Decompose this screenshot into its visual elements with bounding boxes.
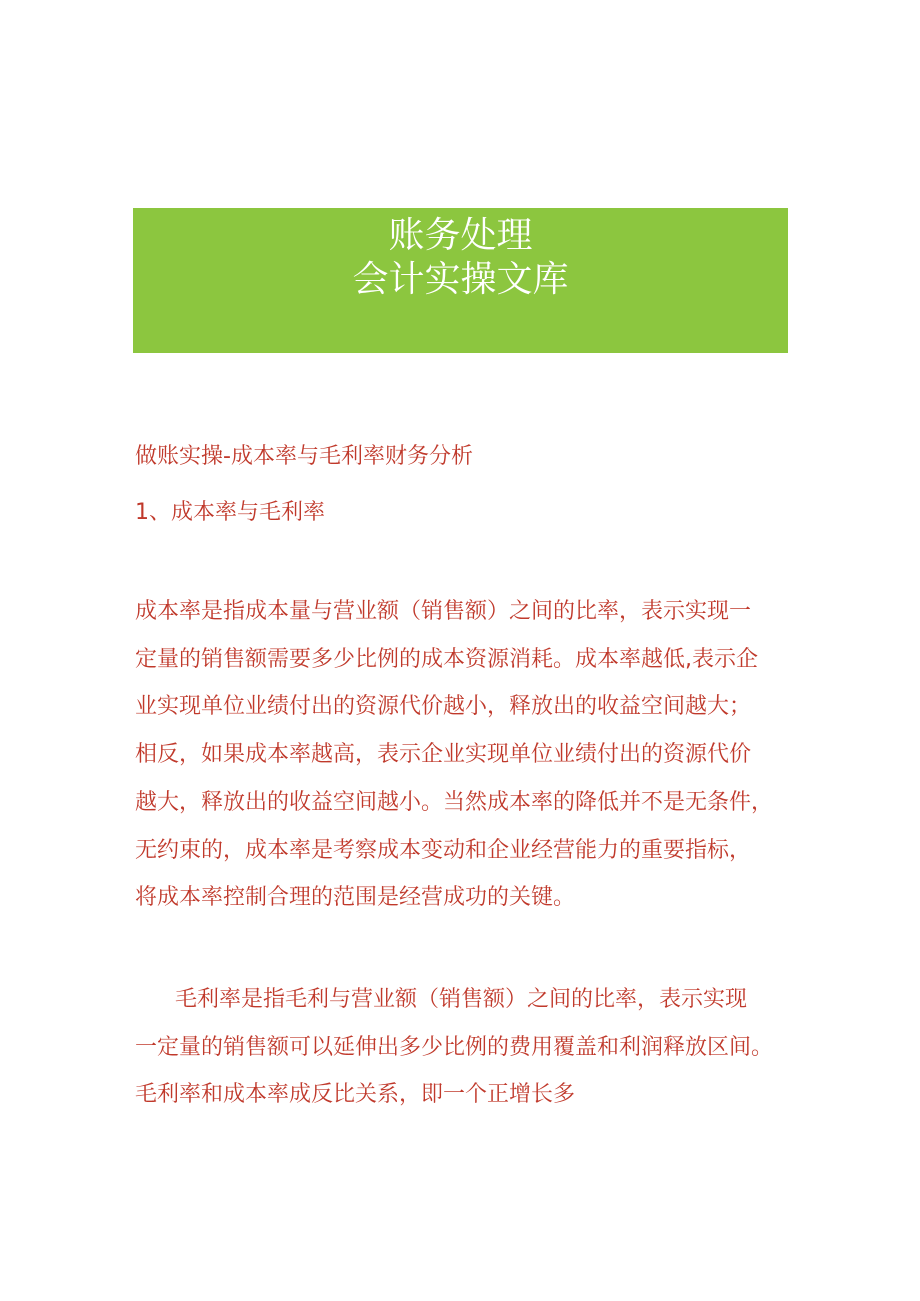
section-heading: 1、成本率与毛利率 xyxy=(135,500,325,525)
paragraph-line: 毛利率和成本率成反比关系，即一个正增长多 xyxy=(135,1082,576,1108)
paragraph-gross-margin xyxy=(135,976,773,1119)
paragraph-line: 越大，释放出的收益空间越小。当然成本率的降低并不是无条件， xyxy=(135,789,774,815)
paragraph-line: 相反，如果成本率越高，表示企业实现单位业绩付出的资源代价 xyxy=(135,742,752,768)
paragraph-line: 一定量的销售额可以延伸出多少比例的费用覆盖和利润释放区间。 xyxy=(135,1034,774,1060)
document-title: 做账实操-成本率与毛利率财务分析 xyxy=(135,444,473,469)
header-banner xyxy=(133,208,788,353)
paragraph-line: 将成本率控制合理的范围是经营成功的关键。 xyxy=(135,885,576,911)
paragraph-line: 定量的销售额需要多少比例的成本资源消耗。成本率越低,表示企 xyxy=(135,646,758,672)
paragraph-line: 业实现单位业绩付出的资源代价越小，释放出的收益空间越大； xyxy=(135,694,752,720)
paragraph-line: 毛利率是指毛利与营业额（销售额）之间的比率，表示实现 xyxy=(175,987,748,1012)
banner-title-line1: 账务处理 xyxy=(388,215,533,256)
paragraph-cost-rate xyxy=(135,588,773,922)
banner-title-line2: 会计实操文库 xyxy=(352,259,569,300)
paragraph-line: 无约束的，成本率是考察成本变动和企业经营能力的重要指标， xyxy=(135,837,752,863)
paragraph-line: 成本率是指成本量与营业额（销售额）之间的比率，表示实现一 xyxy=(135,599,752,624)
